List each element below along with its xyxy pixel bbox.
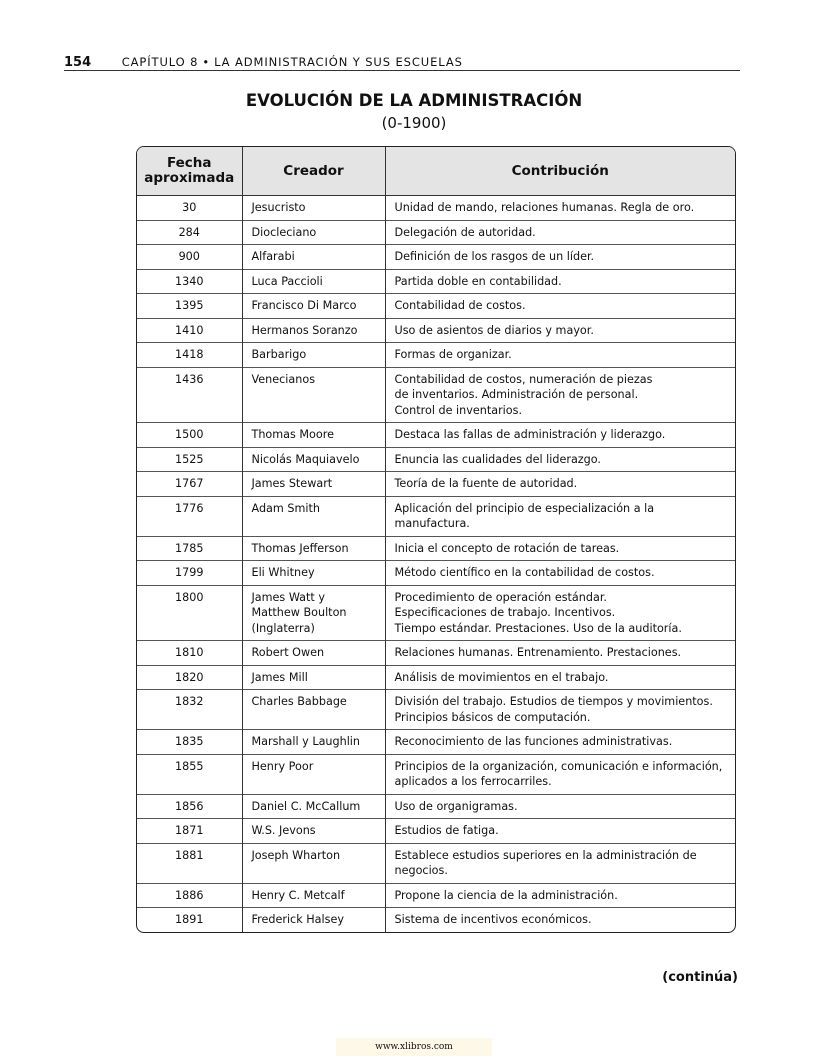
- creator-cell: James Watt y Matthew Boulton (Inglaterra): [242, 585, 385, 641]
- year-cell: 1881: [137, 843, 242, 883]
- creator-cell: Diocleciano: [242, 220, 385, 245]
- contribution-cell: Destaca las fallas de administración y liderazgo.: [385, 423, 735, 448]
- year-cell: 30: [137, 196, 242, 221]
- creator-cell: Frederick Halsey: [242, 908, 385, 932]
- creator-cell: Hermanos Soranzo: [242, 318, 385, 343]
- table-row: [137, 294, 735, 319]
- year-cell: 1832: [137, 690, 242, 730]
- creator-cell: Nicolás Maquiavelo: [242, 447, 385, 472]
- evolution-table: [136, 146, 736, 933]
- contribution-cell: Enuncia las cualidades del liderazgo.: [385, 447, 735, 472]
- creator-cell: Marshall y Laughlin: [242, 730, 385, 755]
- page-number: 154: [64, 55, 92, 70]
- creator-cell: Jesucristo: [242, 196, 385, 221]
- creator-cell: Joseph Wharton: [242, 843, 385, 883]
- table-subtitle: (0-1900): [381, 114, 447, 132]
- contribution-cell: Método científico en la contabilidad de costos.: [385, 561, 735, 586]
- year-cell: 1340: [137, 269, 242, 294]
- table-row: [137, 496, 735, 536]
- contribution-cell: Aplicación del principio de especialización a la manufactura.: [385, 496, 735, 536]
- creator-cell: Francisco Di Marco: [242, 294, 385, 319]
- table-header-row: [137, 147, 735, 196]
- contribution-cell: Contabilidad de costos, numeración de piezas de inventarios. Administración de personal. Control de inventarios.: [385, 367, 735, 423]
- table-row: [137, 690, 735, 730]
- creator-cell: Venecianos: [242, 367, 385, 423]
- table-row: [137, 196, 735, 221]
- table-row: [137, 754, 735, 794]
- contribution-cell: Uso de organigramas.: [385, 794, 735, 819]
- chapter-label: [122, 55, 463, 69]
- creator-cell: Robert Owen: [242, 641, 385, 666]
- table-row: [137, 794, 735, 819]
- year-cell: 1835: [137, 730, 242, 755]
- creator-cell: Alfarabi: [242, 245, 385, 270]
- year-cell: 1820: [137, 665, 242, 690]
- table-row: [137, 343, 735, 368]
- creator-cell: Henry Poor: [242, 754, 385, 794]
- table-row: [137, 641, 735, 666]
- year-cell: 1856: [137, 794, 242, 819]
- contribution-cell: Principios de la organización, comunicación e información, aplicados a los ferrocarriles.: [385, 754, 735, 794]
- year-cell: 1800: [137, 585, 242, 641]
- table-row: [137, 245, 735, 270]
- table-row: [137, 561, 735, 586]
- column-header-creator: Creador: [242, 147, 385, 196]
- table-row: [137, 908, 735, 932]
- contribution-cell: Reconocimiento de las funciones administrativas.: [385, 730, 735, 755]
- year-cell: 1799: [137, 561, 242, 586]
- creator-cell: Barbarigo: [242, 343, 385, 368]
- creator-cell: James Stewart: [242, 472, 385, 497]
- creator-cell: Charles Babbage: [242, 690, 385, 730]
- table-row: [137, 883, 735, 908]
- footer-watermark: www.xlibros.com: [336, 1038, 492, 1056]
- table-row: [137, 447, 735, 472]
- contribution-cell: Contabilidad de costos.: [385, 294, 735, 319]
- chapter-title: LA ADMINISTRACIÓN Y SUS ESCUELAS: [214, 55, 463, 69]
- creator-cell: W.S. Jevons: [242, 819, 385, 844]
- title-block: [0, 90, 828, 134]
- contribution-cell: Estudios de fatiga.: [385, 819, 735, 844]
- contribution-cell: División del trabajo. Estudios de tiempos y movimientos. Principios básicos de computación.: [385, 690, 735, 730]
- creator-cell: James Mill: [242, 665, 385, 690]
- year-cell: 1410: [137, 318, 242, 343]
- year-cell: 1871: [137, 819, 242, 844]
- year-cell: 1785: [137, 536, 242, 561]
- continued-label: (continúa): [662, 970, 738, 985]
- contribution-cell: Unidad de mando, relaciones humanas. Regla de oro.: [394, 201, 695, 214]
- contribution-cell: Análisis de movimientos en el trabajo.: [385, 665, 735, 690]
- creator-cell: Henry C. Metcalf: [242, 883, 385, 908]
- contribution-cell: Sistema de incentivos económicos.: [385, 908, 735, 932]
- table-row: [137, 665, 735, 690]
- contribution-cell: Definición de los rasgos de un líder.: [385, 245, 735, 270]
- table-row: [137, 423, 735, 448]
- contribution-cell: Procedimiento de operación estándar. Especificaciones de trabajo. Incentivos. Tiempo estándar. Prestaciones. Uso de la auditoría.: [385, 585, 735, 641]
- contribution-cell: Partida doble en contabilidad.: [385, 269, 735, 294]
- year-cell: 1395: [137, 294, 242, 319]
- table-row: [137, 730, 735, 755]
- creator-cell: Thomas Moore: [242, 423, 385, 448]
- year-cell: 1436: [137, 367, 242, 423]
- contribution-cell: Formas de organizar.: [385, 343, 735, 368]
- header-bullet: •: [202, 55, 211, 69]
- year-cell: 284: [137, 220, 242, 245]
- year-cell: 900: [137, 245, 242, 270]
- creator-cell: Luca Paccioli: [242, 269, 385, 294]
- year-cell: 1891: [137, 908, 242, 932]
- year-cell: 1810: [137, 641, 242, 666]
- table-row: [137, 269, 735, 294]
- contribution-cell: Relaciones humanas. Entrenamiento. Prestaciones.: [385, 641, 735, 666]
- table-title: EVOLUCIÓN DE LA ADMINISTRACIÓN: [245, 91, 583, 110]
- contribution-cell: Uso de asientos de diarios y mayor.: [385, 318, 735, 343]
- year-cell: 1855: [137, 754, 242, 794]
- table-row: [137, 220, 735, 245]
- year-cell: 1767: [137, 472, 242, 497]
- column-header-contribution: Contribución: [385, 147, 735, 196]
- year-cell: 1525: [137, 447, 242, 472]
- table-row: [137, 819, 735, 844]
- creator-cell: Daniel C. McCallum: [242, 794, 385, 819]
- creator-cell: Adam Smith: [242, 496, 385, 536]
- table-row: [137, 585, 735, 641]
- running-header: [64, 54, 740, 71]
- year-cell: 1500: [137, 423, 242, 448]
- contribution-cell: Propone la ciencia de la administración.: [385, 883, 735, 908]
- creator-cell: Eli Whitney: [242, 561, 385, 586]
- table-row: [137, 367, 735, 423]
- chapter-number: CAPÍTULO 8: [121, 55, 199, 69]
- contribution-cell: Inicia el concepto de rotación de tareas.: [385, 536, 735, 561]
- year-cell: 1776: [137, 496, 242, 536]
- contribution-cell: Establece estudios superiores en la administración de negocios.: [385, 843, 735, 883]
- table-row: [137, 318, 735, 343]
- creator-cell: Thomas Jefferson: [242, 536, 385, 561]
- column-header-date: Fecha aproximada: [137, 147, 242, 196]
- contribution-cell: Teoría de la fuente de autoridad.: [385, 472, 735, 497]
- table-row: [137, 536, 735, 561]
- table-row: [137, 472, 735, 497]
- year-cell: 1886: [137, 883, 242, 908]
- table-row: [137, 843, 735, 883]
- year-cell: 1418: [137, 343, 242, 368]
- contribution-cell: Delegación de autoridad.: [385, 220, 735, 245]
